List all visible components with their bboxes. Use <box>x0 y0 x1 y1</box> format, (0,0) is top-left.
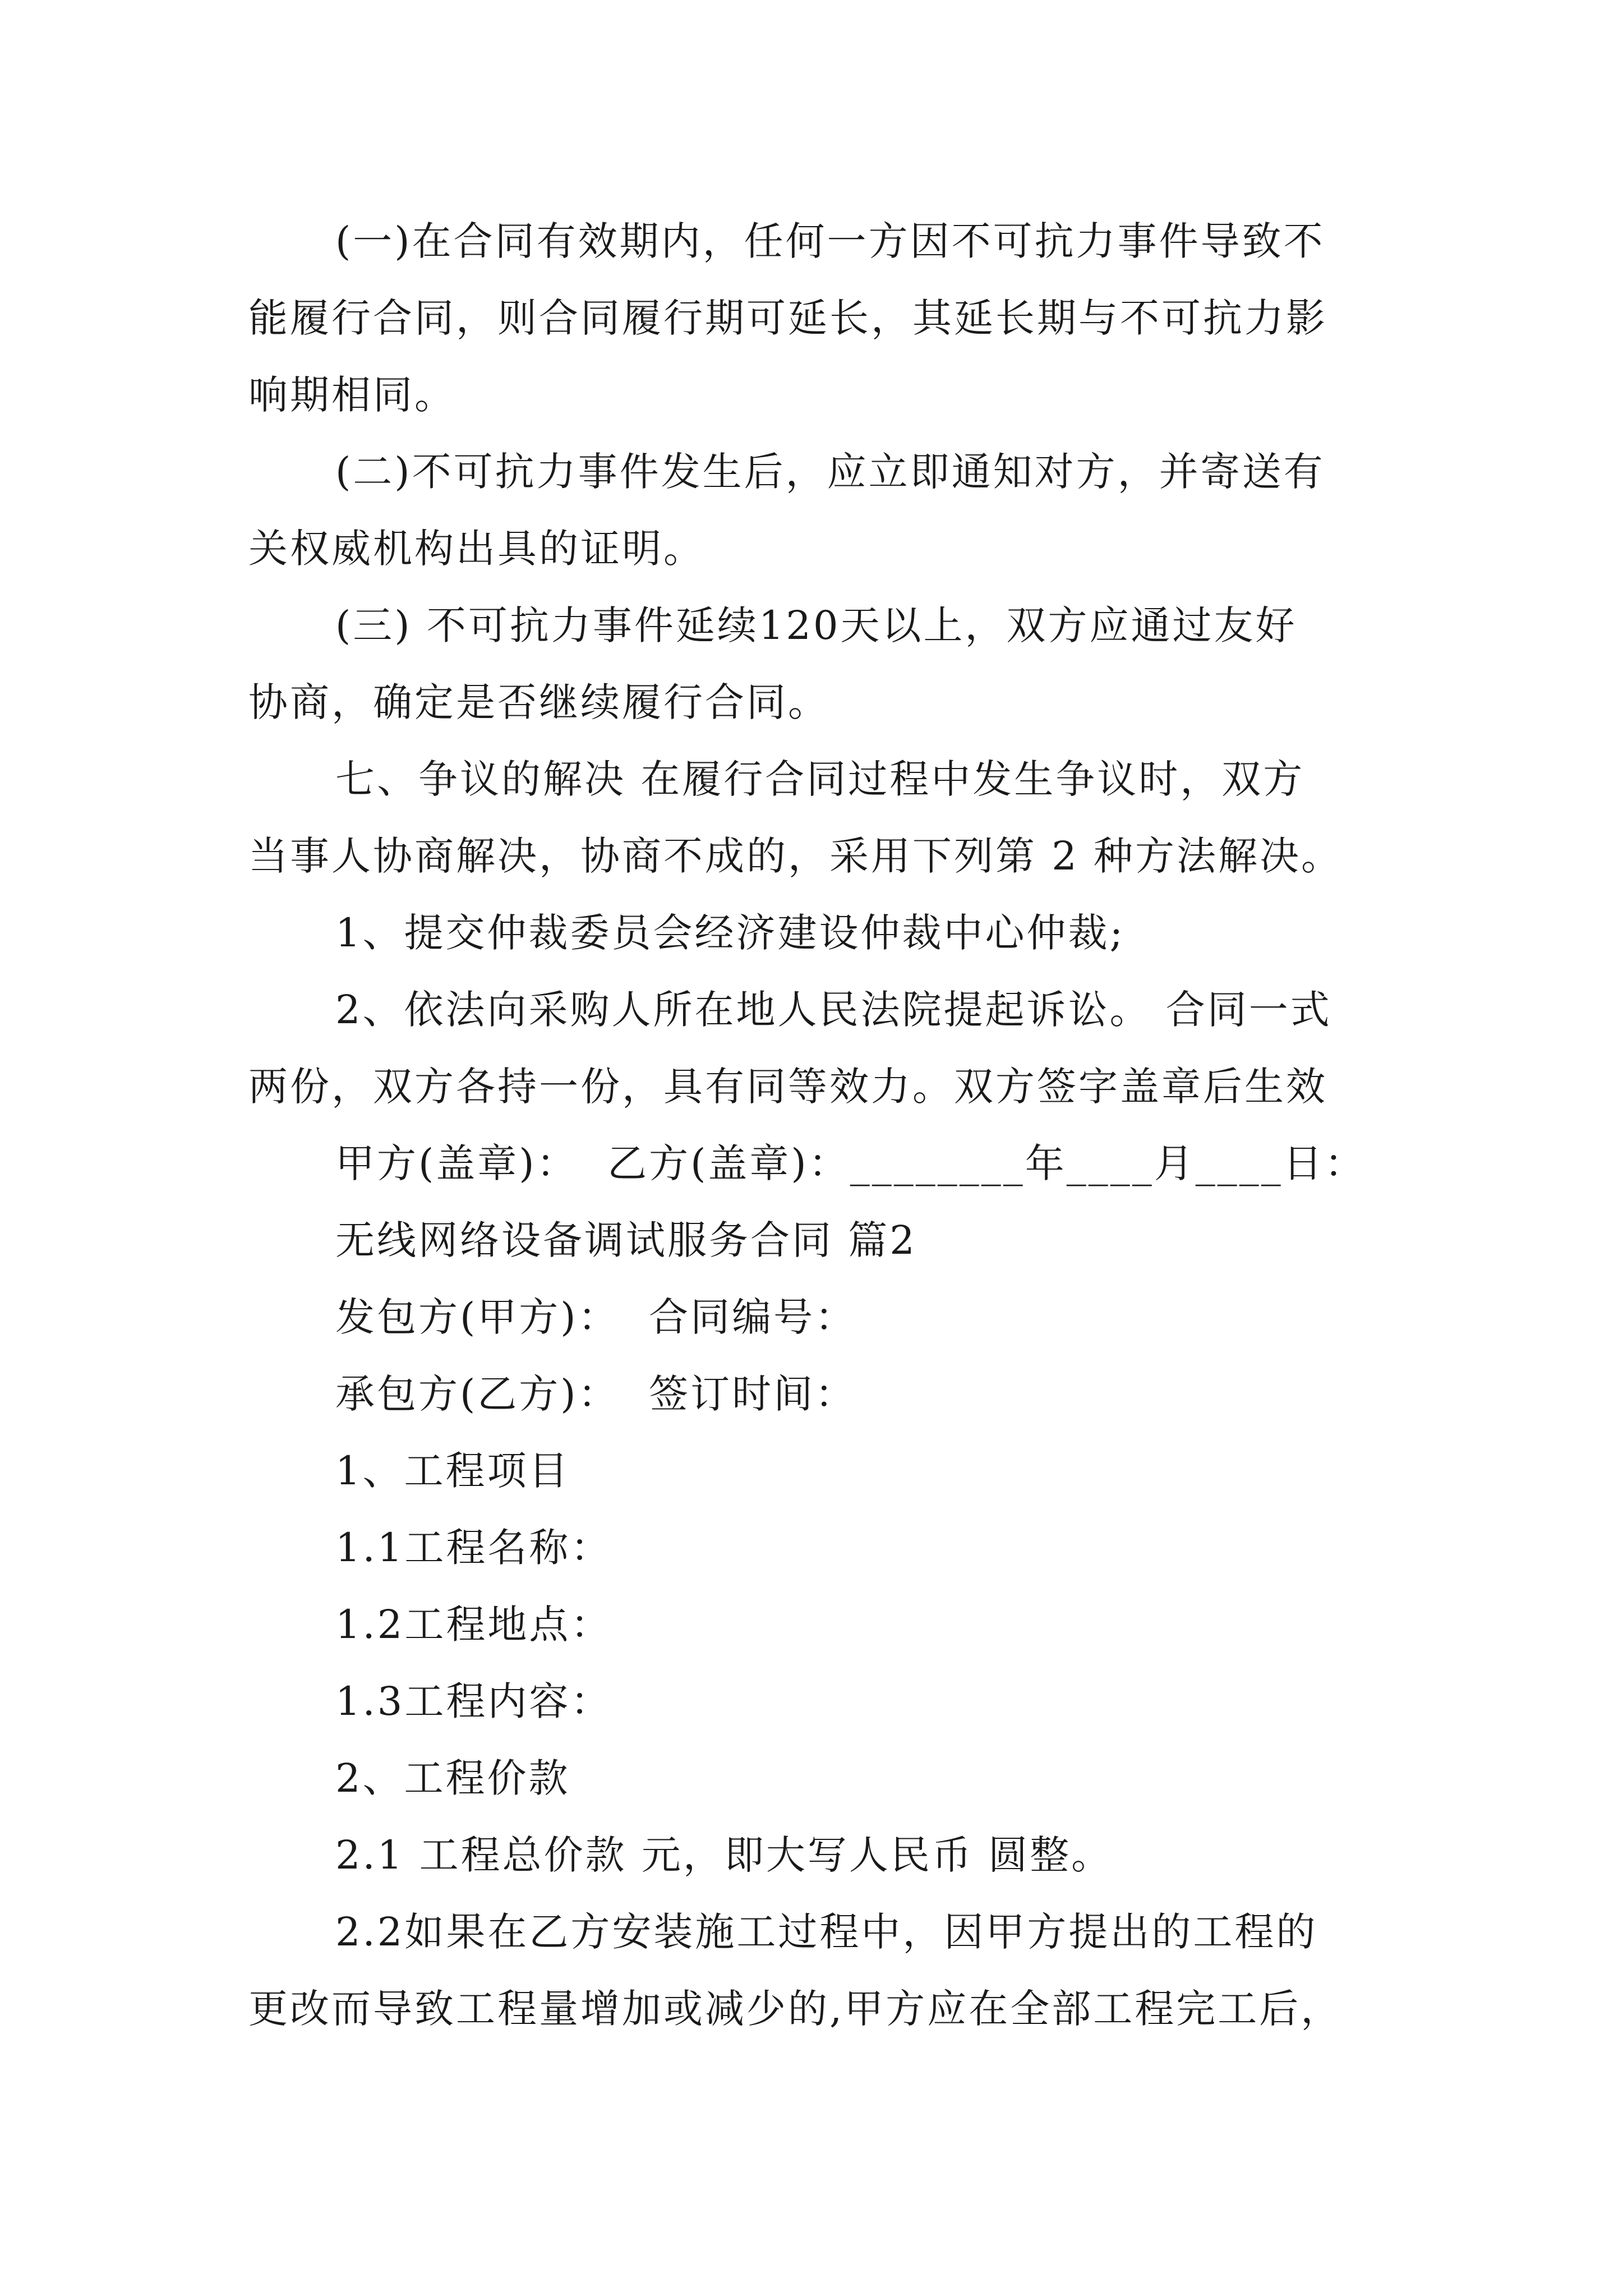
dispute-option-2-line-2: 两份，双方各持一份，具有同等效力。双方签字盖章后生效 <box>248 1064 1327 1110</box>
party-a-contract-number-line: 发包方(甲方)： 合同编号： <box>335 1294 857 1340</box>
force-majeure-clause-1-line-3: 响期相同。 <box>248 372 456 418</box>
dispute-resolution-line-2: 当事人协商解决，协商不成的，采用下列第 2 种方法解决。 <box>248 833 1343 879</box>
force-majeure-clause-2-line-2: 关权威机构出具的证明。 <box>248 526 705 572</box>
contract-2-title: 无线网络设备调试服务合同 篇2 <box>335 1217 917 1263</box>
price-adjustment-line-2: 更改而导致工程量增加或减少的,甲方应在全部工程完工后， <box>248 1986 1343 2032</box>
project-content-field: 1.3工程内容： <box>335 1678 612 1724</box>
total-price-line: 2.1 工程总价款 元，即大写人民币 圆整。 <box>335 1832 1113 1878</box>
dispute-option-1: 1、提交仲裁委员会经济建设仲裁中心仲裁; <box>335 910 1126 956</box>
signature-line: 甲方(盖章)： 乙方(盖章)：________年____月____日： <box>335 1140 1366 1186</box>
force-majeure-clause-1-line-1: (一)在合同有效期内，任何一方因不可抗力事件导致不 <box>335 218 1325 264</box>
section-price-heading: 2、工程价款 <box>335 1755 570 1801</box>
project-name-field: 1.1工程名称： <box>335 1525 612 1571</box>
party-b-signing-date-line: 承包方(乙方)： 签订时间： <box>335 1371 857 1417</box>
dispute-resolution-line-1: 七、争议的解决 在履行合同过程中发生争议时，双方 <box>335 756 1305 802</box>
force-majeure-clause-1-line-2: 能履行合同，则合同履行期可延长，其延长期与不可抗力影 <box>248 295 1327 341</box>
section-project-heading: 1、工程项目 <box>335 1448 570 1494</box>
force-majeure-clause-3-line-1: (三) 不可抗力事件延续120天以上，双方应通过友好 <box>335 602 1297 648</box>
force-majeure-clause-2-line-1: (二)不可抗力事件发生后，应立即通知对方，并寄送有 <box>335 449 1325 495</box>
project-location-field: 1.2工程地点： <box>335 1602 612 1648</box>
price-adjustment-line-1: 2.2如果在乙方安装施工过程中，因甲方提出的工程的 <box>335 1909 1318 1955</box>
dispute-option-2-line-1: 2、依法向采购人所在地人民法院提起诉讼。 合同一式 <box>335 987 1332 1033</box>
force-majeure-clause-3-line-2: 协商，确定是否继续履行合同。 <box>248 679 829 725</box>
